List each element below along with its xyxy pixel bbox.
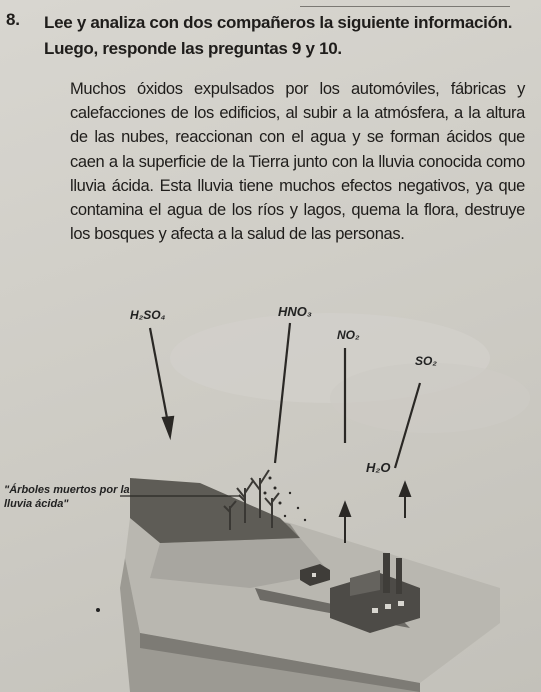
label-no2: NO₂	[337, 328, 360, 342]
acid-rain-illustration	[0, 288, 541, 692]
rising-arrows	[340, 483, 410, 543]
label-so2: SO₂	[415, 354, 437, 368]
label-h2o: H₂O	[366, 460, 391, 475]
exercise-number: 8.	[6, 10, 20, 29]
exercise-instruction: Lee y analiza con dos compañeros la siguiente información. Luego, responde las preguntas 9 y 10.	[44, 13, 513, 58]
reading-passage: Muchos óxidos expulsados por los automóviles, fábricas y calefacciones de los edificios, al subir a la atmósfera, a la altura de las nubes, reaccionan con el agua y se forman ácidos que caen a la superficie de la Tierra junto con la lluvia conocida como lluvia ácida. Esta lluvia tiene muchos efectos negativos, ya que contamina el agua de los ríos y lagos, quema la flora, destruye los bosques y afecta a la salud de las personas.	[70, 80, 525, 244]
figure-caption: "Árboles muertos por la lluvia ácida"	[4, 484, 130, 510]
label-hno3: HNO₃	[278, 304, 312, 319]
header-rule	[300, 6, 510, 7]
ink-dot	[96, 608, 100, 612]
label-h2so4: H₂SO₄	[130, 308, 166, 322]
